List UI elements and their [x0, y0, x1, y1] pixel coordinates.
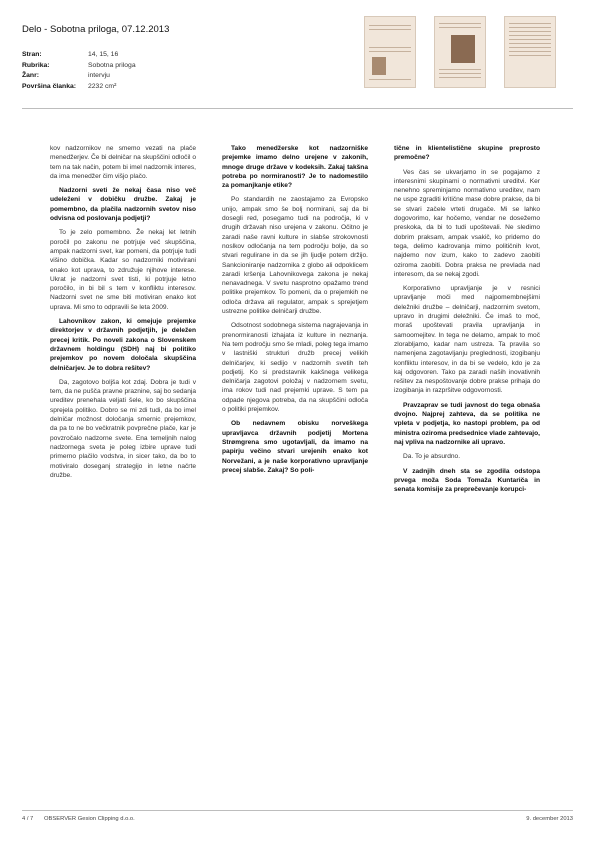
interview-question: Ob nedavnem obisku norveškega upravljavca državnih podjetij Mortena Strømgrena smo ugotavljali, da imamo na papirju večino stvari urejenih enako kot Norvežani, a je naše korporativno upravljanje precej slabše. Zakaj? So poli- — [222, 420, 368, 474]
interview-question: Nadzorni sveti že nekaj časa niso več udeleženi v dobičku družbe. Zakaj je pomembno, da plačila nadzornih svetov niso odvisna od poslovanja podjetji? — [50, 187, 196, 223]
paragraph: kov nadzornikov ne smemo vezati na plače menedžerjev. Če bi delničar na skupščini odločil o tem na tak način, potem bi imel nadzornik interes, da ima menedžer čim višjo plačo. — [50, 145, 196, 180]
meta-value: 2232 cm² — [88, 82, 117, 90]
interview-question: Lahovnikov zakon, ki omejuje prejemke direktorjev v državnih podjetjih, je deležen precej kritik. Po noveli zakona o Slovenskem državnem holdingu (SDH) naj bi politiko prejemkov po novem določala skupščina delničarjev. Je to dobra rešitev? — [50, 318, 196, 372]
header-divider — [22, 108, 573, 109]
footer-date: 9. december 2013 — [526, 816, 573, 822]
meta-value: Sobotna priloga — [88, 61, 136, 69]
meta-row-genre — [22, 71, 136, 82]
footer-publisher: OBSERVER Gesion Clipping d.o.o. — [44, 816, 135, 822]
paragraph: Po standardih ne zaostajamo za Evropsko unijo, ampak smo še bolj normirani, saj da bi dosegli red, posegamo tudi na področja, ki v drugih državah niso urejena v zakonu. Očitno je zaradi naše ravni kulture in slabše strokovnosti noslkov odločanja na tem področju bolje, da so stvari regulirane in da se jih ljudje potem držijo. Sankcioniranje nadzornika z globo ali odpoklicem zaradi kršenja Lahovnikovega zakona je nekaj nenavadnega. V svetu nasprotno opažamo trend politike prejemkov. To pomeni, da o prejemkih ne odloča država ali regulator, ampak s sprejetjem ustrezne politike delničarji družbe. — [222, 196, 368, 316]
meta-row-area — [22, 82, 136, 93]
meta-row-page — [22, 50, 136, 61]
article-column-3 — [394, 144, 540, 499]
meta-value: intervju — [88, 72, 110, 79]
document-title: Delo - Sobotna priloga, 07.12.2013 — [22, 24, 170, 35]
interview-question: Tako menedžerske kot nadzorniške prejemke imamo delno urejene v zakonih, mnoge druge države v kodeksih. Zakaj takšna potreba po normiranosti? Je to nadomestilo za pomanjkanje etike? — [222, 145, 368, 190]
meta-row-rubric — [22, 61, 136, 72]
article-column-2 — [222, 144, 368, 480]
meta-value: 14, 15, 16 — [88, 51, 119, 58]
paragraph: Da. To je absurdno. — [403, 453, 461, 461]
paragraph: Korporativno upravljanje je v resnici upravljanje moči med najpomembnejšimi deležniki družbe – delničarji, nadzornim svetom, upravo in drugimi deležniki. Če imaš to moč, moraš upoštevati pravila upravljanja in samoomejitev. In tega ne delamo, ampak to moč zlorabljamo, kadar nam ustreza. Ta pravila so namenjena zagotavljanju preglednosti, izogibanju konfliktu interesov, in da bi se vedelo, kdo je za kaj odgovoren. Tako pa zaradi naših inovativnih rešitev za nespoštovanje dobre prakse prihaja do izogibanja in razpršitve odgovornosti. — [394, 285, 540, 395]
article-metadata — [22, 50, 136, 92]
meta-key: Površina članka: — [22, 82, 77, 90]
interview-question: Pravzaprav se tudi javnost do tega obnaša dvojno. Najprej zahteva, da se politika ne vpleta v podjetja, ko nastopi problem, pa od ministra oziroma predsednice vlade zahtevajo, naj vpliva na nadzornike ali upravo. — [394, 401, 540, 446]
footer-page-number: 4 / 7 — [22, 816, 34, 822]
portrait-thumbnail — [451, 35, 475, 63]
paragraph: Ves čas se ukvarjamo in se pogajamo z interesnimi skupinami o normativni ureditvi. Ker nenehno spreminjamo normativno ureditev, nam ne uspe zgraditi kritične mase dobre prakse, da bi se stvari začele vrteti drugače. Mi se lahko dogovorimo, kar hočemo, vendar ne dosežemo preskoka, da bi to tudi upoštevali. Ne sledimo dobrim praksam, ampak vsakič, ko pridemo do tega, delimo kadrovanja mimo političnih kvot, najdemo nov izum, kako to zadevo zaobiti oziroma zaobiti. Dobra praksa ne prevlada nad interesom, da se nekaj zgodi. — [394, 168, 540, 278]
paragraph: To je zelo pomembno. Že nekaj let letnih poročil po zakonu ne potrjuje več skupščina, ampak nadzorni svet, kar pomeni, da potrjuje tudi višino dobička. Kadar so nadzorniki motivirani enako kot uprava, to združuje njihove interese. Ukrat je nadzorni svet tisti, ki potrjuje letno poročilo, in bi bil s tem v konfliktu interesov. Nadzorni svet ne sme biti motiviran enako kot uprava. Mi smo to odpravili še leta 2009. — [50, 229, 196, 311]
article-column-1 — [50, 144, 196, 485]
footer-divider — [22, 810, 573, 811]
meta-key: Žanr: — [22, 72, 39, 79]
page-thumbnail-3[interactable] — [504, 16, 556, 88]
interview-question: tične in klientelistične skupine preprosto premočne? — [394, 145, 540, 162]
page-thumbnail-2[interactable] — [434, 16, 486, 88]
meta-key: Rubrika: — [22, 61, 50, 69]
meta-key: Stran: — [22, 51, 42, 58]
paragraph: Odsotnost sodobnega sistema nagrajevanja in prenormiranosti izhajata iz kulture in neznanja. Na tem področju smo še mladi, poleg tega imamo v lastniški strukturi družb precej velikih delničarjev, ki sedijo v nadzornih svetih teh podjetij. Ko si predstavnik kakšnega velikega delničarja zagotovi položaj v nadzornem svetu, ima rokov tudi nad prejemki uprave. S tem pa odpade njegova potreba, da na skupščini odloča o politiki prejemkov. — [222, 322, 368, 414]
paragraph: Da, zagotovo boljša kot zdaj. Dobra je tudi v tem, da ne pušča pravne praznine, saj bo sedanja ureditev prenehala veljati šele, ko bo skupščina sprejela politiko. Dobro se mi zdi tudi, da bo imel delničar možnost določanja smernic prejemkov, da pa to ne bo večkratnik povprečne plače, kar je povzročalo nadzorne svete. Ena temeljnih nalog nadzornega sveta je poleg izbire uprave tudi primerno plačilo vodstva, in sicer tako, da bo to motiviralo doseganj strategijo in letne načrte družbe. — [50, 378, 196, 479]
photo-thumbnail — [372, 57, 386, 75]
interview-question: V zadnjih dneh sta se zgodila odstopa prvega moža Soda Tomaža Kuntariča in senata komisije za preprečevanje korupci- — [394, 467, 540, 494]
page-thumbnail-1[interactable] — [364, 16, 416, 88]
